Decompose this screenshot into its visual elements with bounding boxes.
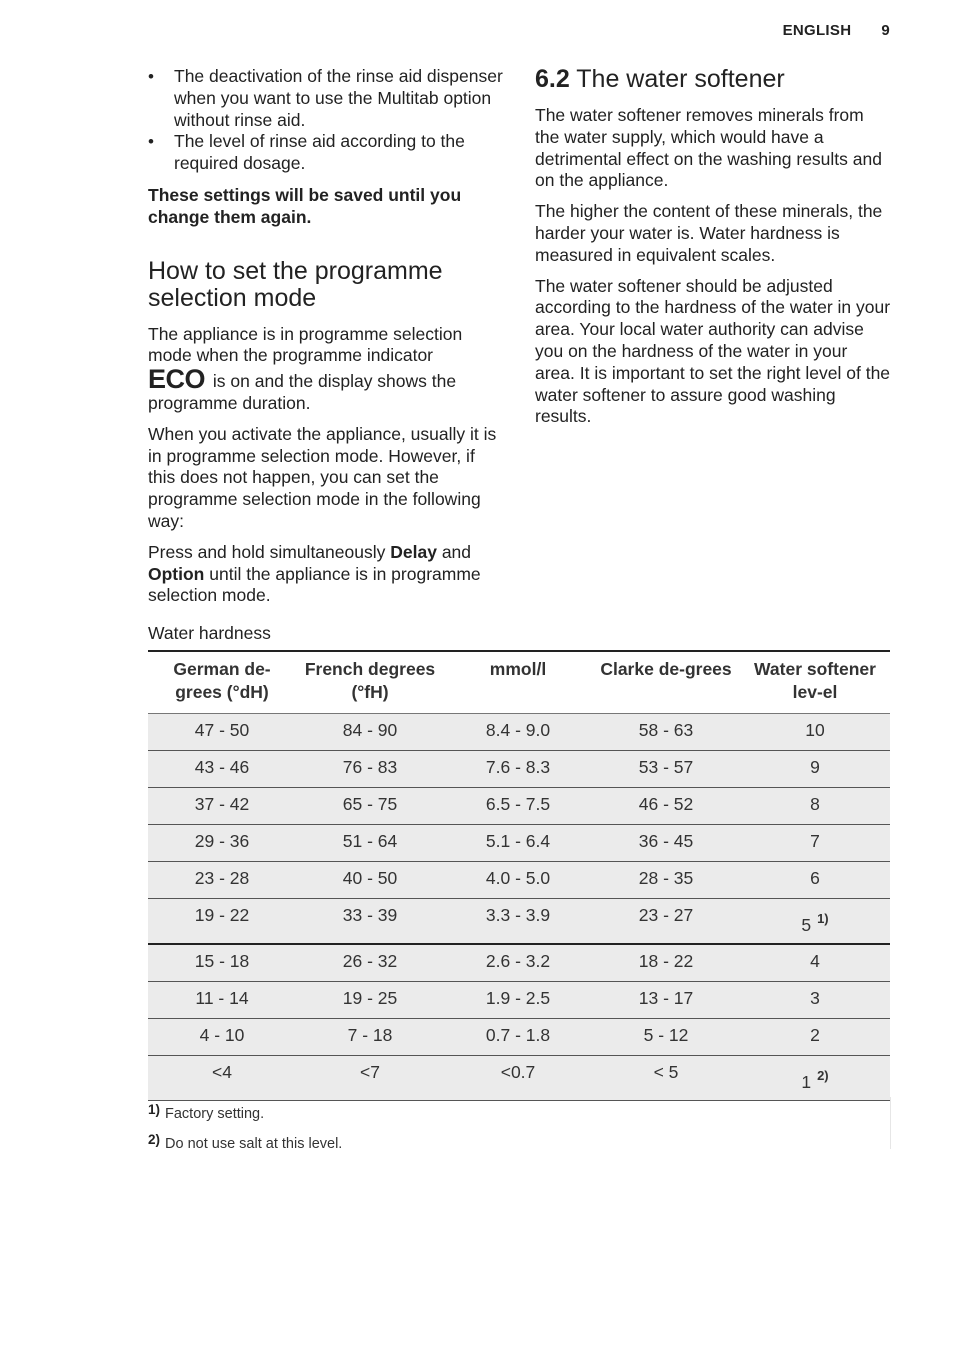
header-language: ENGLISH <box>782 22 852 39</box>
section-title-water-softener: 6.2 The water softener <box>535 65 785 93</box>
right-column <box>535 66 891 428</box>
table-row: 37 - 42 65 - 75 6.5 - 7.5 46 - 52 8 <box>148 788 890 825</box>
header-softener-level: Water softener lev-el <box>740 651 890 714</box>
section-number: 6.2 <box>535 65 570 93</box>
footnote-1: 1) Factory setting. <box>148 1102 265 1122</box>
header-french-degrees: French degrees (°fH) <box>296 651 444 714</box>
table-row: 4 - 10 7 - 18 0.7 - 1.8 5 - 12 2 <box>148 1019 890 1056</box>
footnote-2: 2) Do not use salt at this level. <box>148 1132 343 1152</box>
paragraph-softener-1: The water softener removes minerals from the water supply, which would have a detrimental effect on the washing results and on the appliance. <box>535 105 882 191</box>
settings-saved-note: These settings will be saved until you change them again. <box>148 184 462 227</box>
header-clarke-degrees: Clarke de-grees <box>592 651 740 714</box>
table-caption: Water hardness <box>148 623 271 643</box>
table-footnotes <box>148 1097 891 1152</box>
table-row: 29 - 36 51 - 64 5.1 - 6.4 36 - 45 7 <box>148 825 890 862</box>
paragraph-softener-3: The water softener should be adjusted according to the hardness of the water in your area. Your local water authority can advise you on the hardness of the water in your area. It is important to set the right level of the water softener to assure good washing results. <box>535 275 891 427</box>
table-row: 15 - 18 26 - 32 2.6 - 3.2 18 - 22 4 <box>148 944 890 982</box>
bullet-item: • The deactivation of the rinse aid dispenser when you want to use the Multitab option without rinse aid. <box>148 66 503 130</box>
eco-indicator-icon: ECO <box>148 364 206 395</box>
table-row: <4 <7 <0.7 < 5 1 $^{2)}$ <box>148 1056 890 1101</box>
option-keyword: Option <box>148 563 205 584</box>
water-hardness-table <box>148 650 890 1101</box>
paragraph-programme-indicator: The appliance is in programme selection mode when the programme indicator ECO is on and the display shows the programme duration. <box>148 323 463 413</box>
delay-keyword: Delay <box>390 541 437 562</box>
header-german-degrees: German de-grees (°dH) <box>148 651 296 714</box>
bullet-item: • The level of rinse aid according to the required dosage. <box>148 131 465 174</box>
bullet-list <box>148 66 503 175</box>
page-number: 9 <box>881 22 890 39</box>
paragraph-press-hold: Press and hold simultaneously Delay and Option until the appliance is in programme selection mode. <box>148 541 481 606</box>
table-row: 19 - 22 33 - 39 3.3 - 3.9 23 - 27 5 $^{1)}$ <box>148 899 890 945</box>
table-row: 23 - 28 40 - 50 4.0 - 5.0 28 - 35 6 <box>148 862 890 899</box>
header-mmol: mmol/l <box>444 651 592 714</box>
footnote-ref: 1) <box>817 911 829 926</box>
page-header <box>783 22 890 39</box>
table-row: 11 - 14 19 - 25 1.9 - 2.5 13 - 17 3 <box>148 982 890 1019</box>
footnote-ref: 2) <box>817 1068 829 1083</box>
bullet-dot-icon: • <box>148 67 154 86</box>
table-row: 47 - 50 84 - 90 8.4 - 9.0 58 - 63 10 <box>148 714 890 751</box>
left-column <box>148 66 503 607</box>
table-row: 43 - 46 76 - 83 7.6 - 8.3 53 - 57 9 <box>148 751 890 788</box>
section-title-programme-selection: How to set the programme selection mode <box>148 256 443 312</box>
table-header-row <box>148 651 890 714</box>
paragraph-softener-2: The higher the content of these minerals, the harder your water is. Water hardness is measured in equivalent scales. <box>535 201 883 265</box>
bullet-dot-icon: • <box>148 132 154 152</box>
paragraph-activation: When you activate the appliance, usually it is in programme selection mode. However, if this does not happen, you can set the programme selection mode in the following way: <box>148 423 497 531</box>
